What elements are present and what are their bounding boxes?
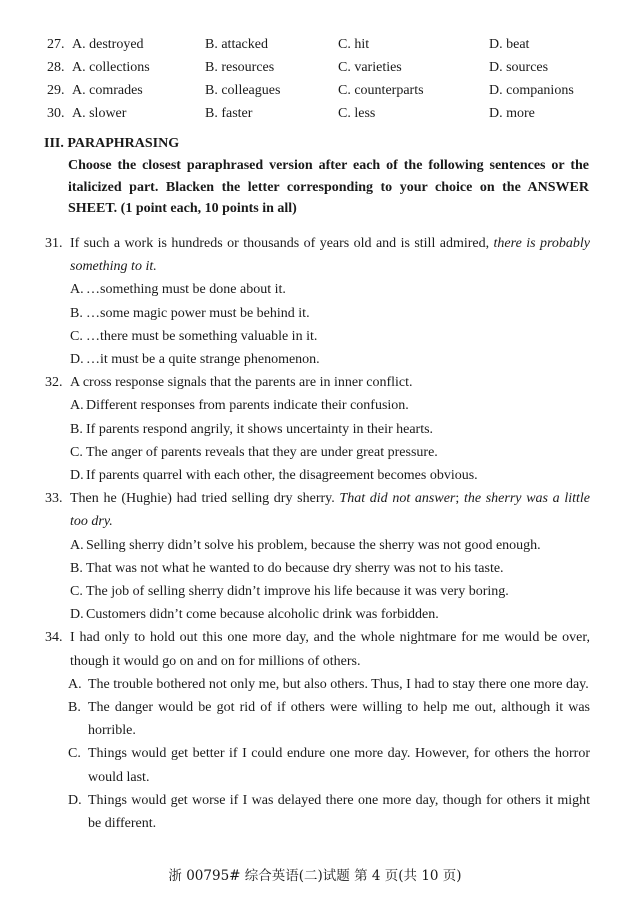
option-b: B. faster bbox=[205, 106, 253, 121]
option-text: That was not what he wanted to do because dry sherry was not to his taste. bbox=[86, 560, 504, 576]
option-c: C. varieties bbox=[338, 60, 402, 75]
footer-page-info: 浙 00795# 综合英语(二)试题 第 4 页(共 10 页) bbox=[168, 868, 462, 884]
option-letter: A. bbox=[70, 537, 84, 553]
question-stem bbox=[45, 232, 590, 278]
option-text: The job of selling sherry didn’t improve his life because it was very boring. bbox=[86, 584, 509, 600]
question-list bbox=[45, 232, 590, 835]
option-letter: C. bbox=[70, 584, 83, 600]
option-b bbox=[70, 557, 590, 580]
option-letter: A. bbox=[70, 398, 84, 414]
question-number: 29. bbox=[47, 83, 65, 98]
question-stem bbox=[45, 487, 590, 533]
question-33 bbox=[45, 487, 590, 626]
stem-text: Then he (Hughie) had tried selling dry sherry. bbox=[70, 491, 340, 507]
question-number: 33. bbox=[45, 491, 63, 507]
option-a bbox=[70, 278, 590, 301]
option-text: The trouble bothered not only me, but also others. Thus, I had to stay there one more day. bbox=[88, 676, 589, 692]
option-a: A. comrades bbox=[72, 83, 143, 98]
option-letter: D. bbox=[70, 607, 84, 623]
question-32 bbox=[45, 371, 590, 487]
option-d: D. more bbox=[489, 106, 535, 121]
option-text: Customers didn’t come because alcoholic drink was forbidden. bbox=[86, 607, 439, 623]
option-letter: D. bbox=[70, 468, 84, 484]
option-letter: A. bbox=[68, 676, 82, 692]
vocab-answer-grid bbox=[47, 35, 607, 127]
option-b: B. attacked bbox=[205, 37, 268, 52]
option-d: D. sources bbox=[489, 60, 549, 75]
question-stem bbox=[45, 371, 590, 394]
option-c bbox=[70, 325, 590, 348]
stem-italic-text: That did not answer bbox=[339, 491, 456, 507]
option-letter: D. bbox=[70, 352, 84, 368]
stem-text: ; bbox=[455, 491, 464, 507]
option-a bbox=[70, 394, 590, 417]
stem-text: I had only to hold out this one more day, and the whole nightmare for me would be over, though it would go on and on for millions of others. bbox=[70, 630, 590, 669]
stem-italic-text: there is probably something to it. bbox=[70, 236, 590, 275]
option-d: D. companions bbox=[489, 83, 574, 98]
option-letter: C. bbox=[70, 328, 83, 344]
option-letter: C. bbox=[70, 444, 83, 460]
vocab-row-29 bbox=[47, 81, 607, 104]
question-number: 32. bbox=[45, 375, 63, 391]
option-letter: B. bbox=[70, 560, 83, 576]
option-b bbox=[70, 302, 590, 325]
option-b bbox=[70, 696, 590, 742]
option-d bbox=[70, 603, 590, 626]
question-number: 27. bbox=[47, 37, 65, 52]
section-instructions: Choose the closest paraphrased version after each of the following sentences or the italicized part. Blacken the letter corresponding to your choice on the ANSWER SHEET. (1 point each, 10 points in all) bbox=[68, 158, 589, 216]
option-c bbox=[70, 742, 590, 788]
option-text: …some magic power must be behind it. bbox=[86, 305, 310, 321]
option-list bbox=[70, 673, 590, 835]
option-text: Things would get better if I could endure one more day. However, for others the horror would last. bbox=[88, 746, 590, 785]
option-d: D. beat bbox=[489, 37, 530, 52]
option-c: C. counterparts bbox=[338, 83, 424, 98]
question-number: 34. bbox=[45, 630, 63, 646]
option-text: If parents quarrel with each other, the disagreement becomes obvious. bbox=[86, 468, 478, 484]
question-31 bbox=[45, 232, 590, 371]
vocab-row-30 bbox=[47, 104, 607, 127]
question-number: 30. bbox=[47, 106, 65, 121]
section-title: III. PARAPHRASING bbox=[44, 136, 180, 151]
option-list bbox=[70, 534, 590, 627]
stem-text: If such a work is hundreds or thousands of years old and is still admired, bbox=[70, 236, 494, 251]
option-d bbox=[70, 348, 590, 371]
option-text: The anger of parents reveals that they are under great pressure. bbox=[86, 444, 438, 460]
option-d bbox=[70, 789, 590, 835]
option-b bbox=[70, 418, 590, 441]
option-c: C. less bbox=[338, 106, 376, 121]
option-a bbox=[70, 534, 590, 557]
option-text: …there must be something valuable in it. bbox=[86, 328, 318, 344]
option-text: …something must be done about it. bbox=[86, 282, 286, 298]
option-a: A. collections bbox=[72, 60, 150, 75]
option-a bbox=[70, 673, 590, 696]
option-letter: B. bbox=[68, 700, 81, 716]
option-list bbox=[70, 278, 590, 371]
option-text: The danger would be got rid of if others were willing to help me out, although it was horrible. bbox=[88, 700, 590, 739]
option-d bbox=[70, 464, 590, 487]
option-text: …it must be a quite strange phenomenon. bbox=[86, 352, 320, 368]
option-c bbox=[70, 441, 590, 464]
vocab-row-27 bbox=[47, 35, 607, 58]
option-letter: D. bbox=[68, 792, 82, 808]
question-number: 28. bbox=[47, 60, 65, 75]
question-number: 31. bbox=[45, 236, 63, 251]
option-b: B. colleagues bbox=[205, 83, 281, 98]
vocab-row-28 bbox=[47, 58, 607, 81]
option-a: A. slower bbox=[72, 106, 127, 121]
option-b: B. resources bbox=[205, 60, 275, 75]
option-text: Things would get worse if I was delayed there one more day, though for others it might be different. bbox=[88, 792, 590, 832]
stem-text: A cross response signals that the parents are in inner conflict. bbox=[70, 375, 413, 391]
question-34 bbox=[45, 626, 590, 835]
option-text: Different responses from parents indicate their confusion. bbox=[86, 398, 409, 414]
option-letter: B. bbox=[70, 305, 83, 321]
option-c: C. hit bbox=[338, 37, 370, 52]
option-letter: C. bbox=[68, 746, 81, 762]
option-a: A. destroyed bbox=[72, 37, 144, 52]
option-text: If parents respond angrily, it shows uncertainty in their hearts. bbox=[86, 421, 434, 437]
option-c bbox=[70, 580, 590, 603]
stem-italic-text: the sherry was a little too dry. bbox=[70, 491, 591, 530]
page-footer bbox=[0, 866, 630, 886]
option-letter: A. bbox=[70, 282, 84, 298]
option-list bbox=[70, 394, 590, 487]
option-text: Selling sherry didn’t solve his problem, because the sherry was not good enough. bbox=[86, 537, 541, 553]
question-stem bbox=[45, 626, 590, 672]
option-letter: B. bbox=[70, 421, 83, 437]
